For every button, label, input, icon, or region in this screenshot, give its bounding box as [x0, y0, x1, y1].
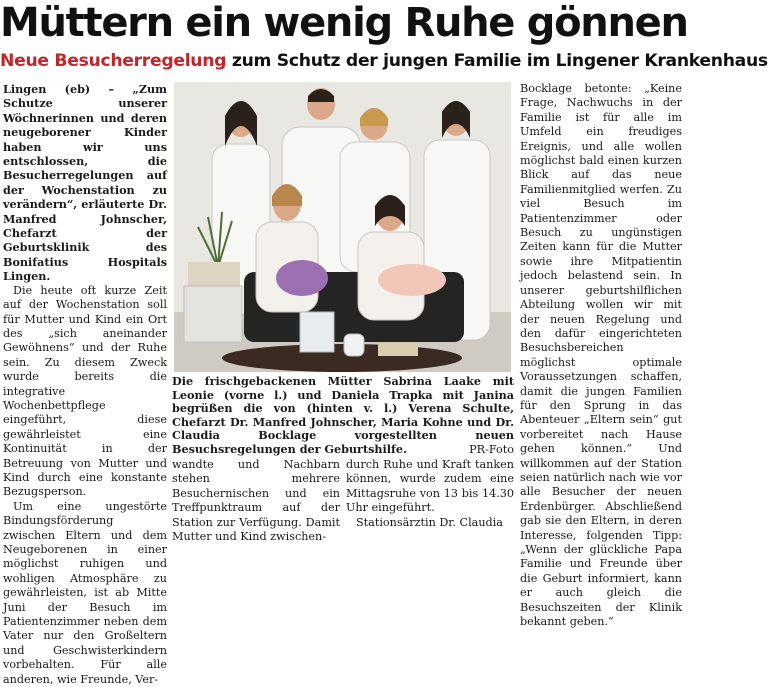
- subheadline-accent: Neue Besucherregelung: [0, 51, 227, 71]
- article-column-1: [3, 82, 167, 686]
- article-paragraph: Um eine ungestörte Bindungsförderung zwischen Eltern und dem Neugeborenen in einer möglichst ruhigen und wohligen Atmosphäre zu gewährleisten, ist ab Mitte Juni der Besuch im Patientenzimmer neben dem Vater nur den Großeltern und Geschwisterkindern vorbehalten. Für alle anderen, wie Freunde, Ver-: [3, 499, 167, 686]
- article-paragraph: wandte und Nachbarn stehen mehrere Besuchernischen und ein Treffpunktraum auf der Station zur Verfügung. Damit Mutter und Kind zwischen-: [172, 458, 340, 544]
- article-lead: Lingen (eb) – „Zum Schutze unserer Wöchnerinnen und deren neugeborener Kinder haben wir uns entschlossen, die Besucherregelungen auf der Wochenstation zu verändern“, erläuterte Dr. Manfred Johnscher, Chefarzt der Geburtsklinik des Bonifatius Hospitals Lingen.: [3, 82, 167, 284]
- article-column-2: [172, 458, 340, 544]
- subheadline-rest: zum Schutz der jungen Familie im Lingener Krankenhaus: [231, 51, 768, 71]
- photo-caption: [172, 375, 514, 455]
- article-paragraph: Die heute oft kurze Zeit auf der Wochenstation soll für Mutter und Kind ein Ort des „sich aneinander Gewöhnens“ und der Ruhe sein. Zu diesem Zweck wurde bereits die integrative Wochenbettpflege eingeführt, diese gewährleistet eine Kontinuität in der Betreuung von Mutter und Kind durch eine konstante Bezugsperson.: [3, 283, 167, 499]
- article-column-4: [520, 82, 682, 629]
- article-column-3: [346, 458, 514, 529]
- group-photo: [174, 82, 511, 372]
- article-paragraph: Bocklage betonte: „Keine Frage, Nachwuchs in der Familie ist für alle im Umfeld ein freudiges Ereignis, und alle wollen möglichst bald einen kurzen Blick auf das neue Familienmitglied werfen. Zu viel Besuch im Patientenzimmer oder Besuch zu ungünstigen Zeiten kann für die Mutter sowie ihre Mitpatientin jedoch belastend sein. In unserer geburtshilflichen Abteilung wollen wir mit der neuen Regelung und den dafür eingerichteten Besuchsbereichen möglichst optimale Voraussetzungen schaffen, damit die jungen Familien für den Sprung in das Abenteuer „Eltern sein“ gut vorbereitet nach Hause gehen können.“ Und willkommen auf der Station seien natürlich nach wie vor alle Besucher der neuen Erdenbürger. Abschließend gab sie den Eltern, in deren Interesse, folgenden Tipp: „Wenn der glückliche Papa Familie und Freunde über die Geburt informiert, kann er auch gleich die Besuchszeiten der Klinik bekannt geben.“: [520, 82, 682, 629]
- headline: Müttern ein wenig Ruhe gönnen: [0, 0, 688, 46]
- article-paragraph: durch Ruhe und Kraft tanken können, wurde zudem eine Mittagsruhe von 13 bis 14.30 Uhr eingeführt.: [346, 458, 514, 515]
- article-paragraph: Stationsärztin Dr. Claudia: [356, 515, 503, 529]
- subheadline: [0, 47, 768, 75]
- photo-caption-text: Die frischgebackenen Mütter Sabrina Laake mit Leonie (vorne l.) und Daniela Trapka mit Janina begrüßen die von (hinten v. l.) Verena Schulte, Chefarzt Dr. Manfred Johnscher, Maria Kohne und Dr. Claudia Bocklage vorgestellten neuen Besuchsregelungen der Geburtshilfe.: [172, 374, 514, 456]
- photo-credit: PR-Foto: [469, 442, 514, 456]
- photo-illustration: [174, 82, 511, 372]
